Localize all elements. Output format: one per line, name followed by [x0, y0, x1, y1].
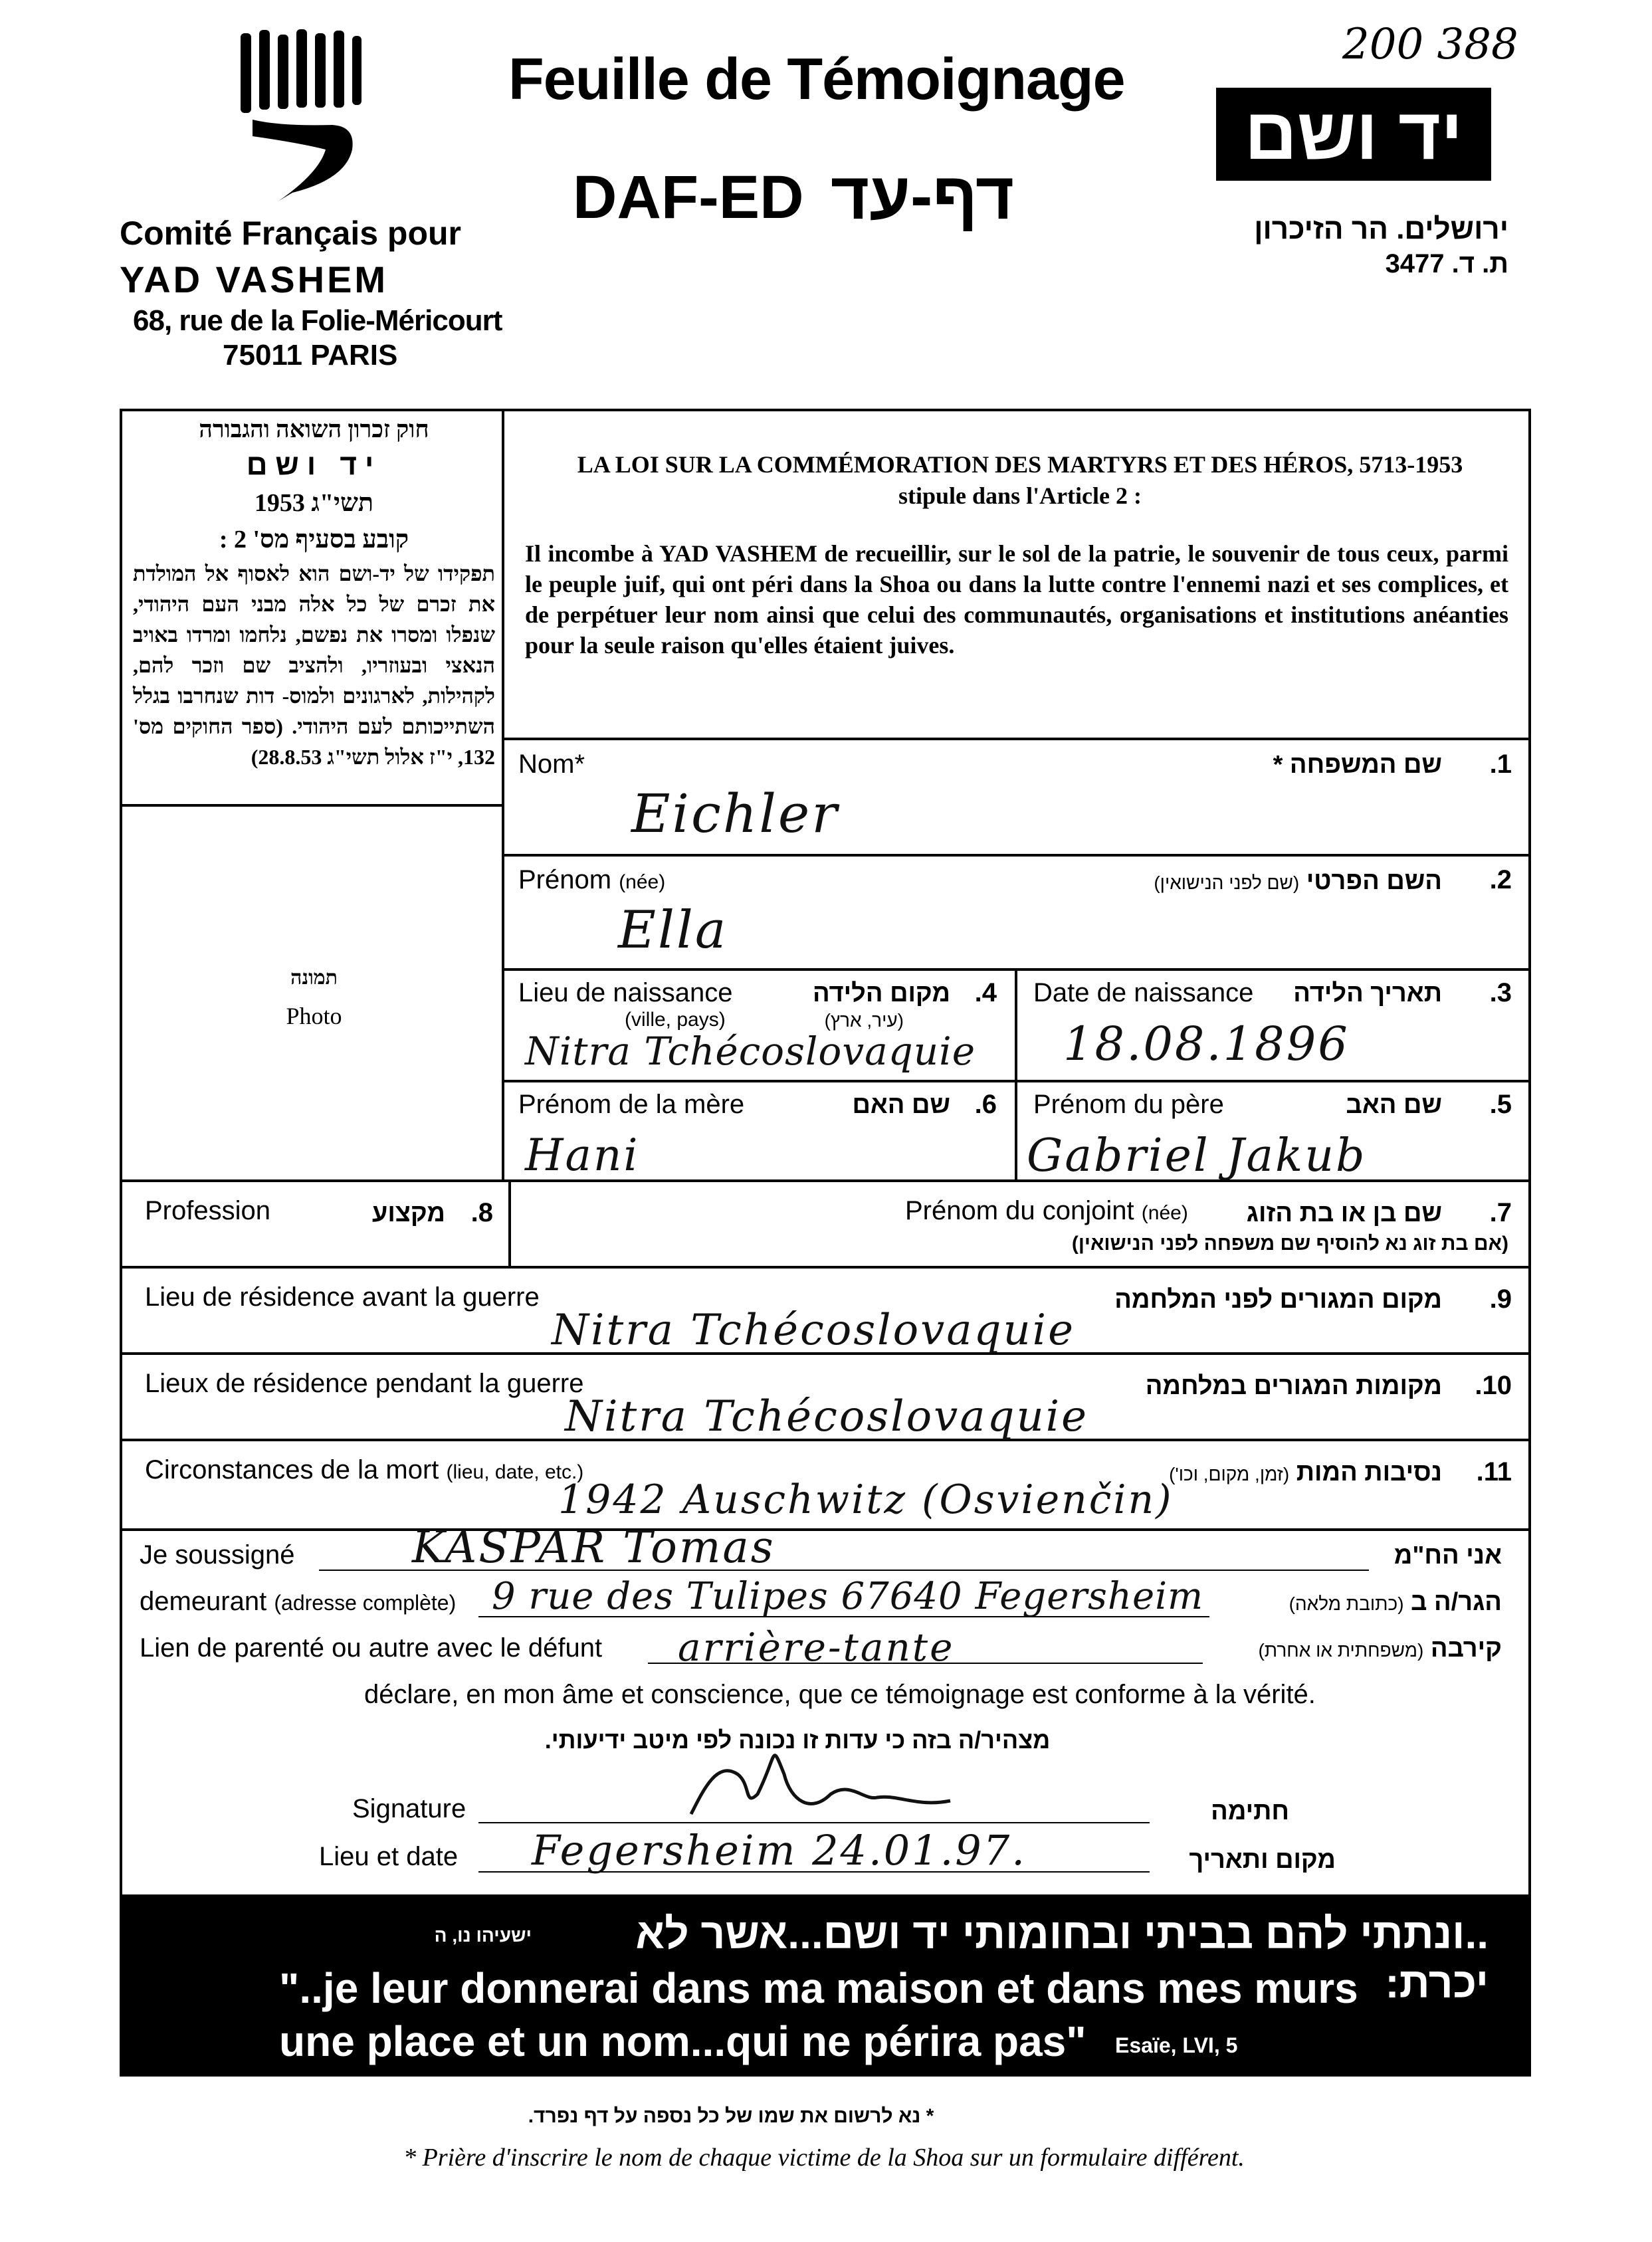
signature-label: Signature	[352, 1794, 466, 1823]
circonstances-declarant-divider	[120, 1528, 1531, 1531]
date-naissance-value[interactable]: 18.08.1896	[1063, 1017, 1350, 1071]
law-nom-divider	[502, 738, 1531, 740]
circonstances-label	[145, 1455, 583, 1485]
prenom-pere-hebrew: שם האב	[1346, 1091, 1442, 1119]
lieu-naissance-label: Lieu de naissance	[518, 978, 733, 1007]
conjoint-residence-divider	[120, 1266, 1531, 1269]
lien-value[interactable]: arrière-tante	[678, 1625, 955, 1670]
demeurant-hebrew	[1229, 1588, 1502, 1617]
conjoint-hebrew-sub: (אם בת זוג נא להוסיף שם משפחה לפני הנישואין)	[1071, 1233, 1508, 1255]
profession-conjoint-vertical	[508, 1179, 511, 1266]
law-french-body: Il incombe à YAD VASHEM de recueillir, sur le sol de la patrie, le souvenir de tous ceux, parmi le peuple juif, qui ont péri dans la Shoa ou dans la lutte contre l'ennemi nazi et ses complices, et de perpétuer leur nom ainsi que celui des communautés, organisations et institutions anéanties pour la seule raison qu'elles étaient juives.	[525, 540, 1508, 659]
declare-french: déclare, en mon âme et conscience, que ce témoignage est conforme à la vérité.	[364, 1680, 1316, 1709]
prenom-mere-value[interactable]: Hani	[525, 1130, 640, 1181]
nom-hebrew: שם המשפחה *	[1273, 751, 1442, 779]
law-photo-divider	[120, 804, 504, 807]
left-column-divider	[502, 409, 504, 1179]
circonstances-label-sub: (lieu, date, etc.)	[446, 1461, 584, 1483]
photo-label-hebrew: תמונה	[290, 967, 338, 989]
lieu-naissance-value[interactable]: Nitra Tchécoslovaquie	[525, 1029, 976, 1074]
footnote-hebrew: * נא לרשום את שמו של כל נספה על דף נפרד.	[528, 2105, 934, 2127]
committee-address: 68, rue de la Folie-Méricourt	[133, 304, 502, 337]
committee-city: 75011 PARIS	[223, 339, 398, 371]
prenom-label	[518, 865, 665, 895]
prenom-hebrew	[1030, 867, 1442, 896]
nom-prenom-divider	[502, 854, 1531, 857]
residence-avant-hebrew: מקום המגורים לפני המלחמה	[1114, 1286, 1442, 1314]
conjoint-hebrew: שם בן או בת הזוג	[1246, 1199, 1442, 1227]
law-hebrew-line1: חוק זכרון השואה והגבורה	[199, 416, 429, 443]
handwritten-document-number: 200 388	[1342, 20, 1518, 69]
lieu-naissance-hebrew-sub: (עיר, ארץ)	[824, 1010, 904, 1031]
signature-scribble[interactable]	[678, 1734, 957, 1834]
demeurant-hebrew-sub: (כתובת מלאה)	[1289, 1593, 1404, 1614]
demeurant-value[interactable]: 9 rue des Tulipes 67640 Fegersheim	[492, 1575, 1204, 1618]
prenom-hebrew-text: השם הפרטי	[1306, 867, 1442, 895]
date-naissance-hebrew: תאריך הלידה	[1293, 979, 1442, 1007]
law-hebrew-line2: יד ושם	[246, 449, 382, 481]
date-naissance-label: Date de naissance	[1033, 978, 1254, 1007]
prenom-hebrew-sub: (שם לפני הנישואין)	[1154, 872, 1300, 893]
lien-hebrew-text: קירבה	[1430, 1635, 1502, 1663]
lieu-date-label: Lieu et date	[319, 1842, 459, 1871]
lien-hebrew	[1209, 1635, 1502, 1663]
banner-french-line2: une place et un nom...qui ne périra pas"	[279, 2017, 1086, 2065]
banner-french-ref: Esaïe, LVI, 5	[1115, 2033, 1238, 2057]
form-subtitle-hebrew: דף-עד	[831, 159, 1015, 233]
law-hebrew-line4: קובע בסעיף מס' 2 :	[219, 526, 409, 554]
conjoint-label-sub: (née)	[1141, 1202, 1188, 1224]
banner-hebrew-quote: ..ונתתי להם בביתי ובחומותי יד ושם...אשר לא יכרת:	[635, 1910, 1489, 2007]
residence-avant-value[interactable]: Nitra Tchécoslovaquie	[552, 1306, 1075, 1355]
prenom-mere-label: Prénom de la mère	[518, 1090, 745, 1119]
nom-number: .1	[1489, 750, 1512, 779]
residence-pendant-hebrew: מקומות המגורים במלחמה	[1145, 1372, 1442, 1400]
yad-vashem-menorah-logo	[233, 27, 372, 206]
profession-number: .8	[470, 1198, 493, 1227]
circonstances-hebrew-sub: (זמן, מקום, וכו')	[1169, 1464, 1290, 1484]
residence-pendant-value[interactable]: Nitra Tchécoslovaquie	[565, 1392, 1088, 1441]
lieu-naissance-hebrew: מקום הלידה	[813, 979, 950, 1007]
prenom-pere-value[interactable]: Gabriel Jakub	[1027, 1130, 1367, 1182]
prenom-label-sub: (née)	[619, 871, 666, 893]
photo-label: Photo	[286, 1003, 342, 1029]
yad-vashem-logo-box	[1216, 88, 1491, 181]
residence-avant-number: .9	[1489, 1284, 1512, 1314]
footer-banner	[120, 1897, 1531, 2077]
prenom-pere-label: Prénom du père	[1033, 1090, 1224, 1119]
soussigne-value[interactable]: KASPAR Tomas	[412, 1522, 775, 1573]
circonstances-label-text: Circonstances de la mort	[145, 1455, 439, 1484]
law-hebrew-line3: תשי"ג 1953	[254, 489, 374, 517]
prenom-value[interactable]: Ella	[618, 900, 728, 960]
soussigne-label: Je soussigné	[140, 1540, 295, 1570]
demeurant-hebrew-text: הגר/ה ב	[1411, 1588, 1502, 1616]
nom-value[interactable]: Eichler	[631, 783, 839, 845]
law-french-title: LA LOI SUR LA COMMÉMORATION DES MARTYRS ET DES HÉROS, 5713-1953	[577, 451, 1463, 478]
footnote-french: * Prière d'inscrire le nom de chaque victime de la Shoa sur un formulaire différent.	[403, 2144, 1245, 2172]
committee-line1: Comité Français pour	[120, 215, 461, 252]
prenom-label-text: Prénom	[518, 865, 612, 894]
residence-pendant-label: Lieux de résidence pendant la guerre	[145, 1369, 584, 1398]
middle-vertical-divider	[1015, 968, 1017, 1179]
signature-hebrew: חתימה	[1211, 1797, 1289, 1825]
date-naissance-number: .3	[1489, 978, 1512, 1007]
demeurant-label-text: demeurant	[140, 1587, 267, 1616]
prenom-mere-number: .6	[974, 1090, 997, 1119]
lien-hebrew-sub: (משפחתית או אחרת)	[1258, 1640, 1424, 1661]
nom-label: Nom*	[518, 750, 585, 779]
circonstances-hebrew-text: נסיבות המות	[1296, 1459, 1442, 1486]
yad-vashem-logo-text: יד ושם	[1244, 93, 1463, 175]
form-subtitle-latin: DAF-ED	[573, 163, 804, 231]
profession-hebrew: מקצוע	[371, 1199, 445, 1227]
prenom-mere-hebrew: שם האם	[852, 1091, 950, 1119]
lien-label: Lien de parenté ou autre avec le défunt	[140, 1633, 603, 1663]
law-french-subtitle: stipule dans l'Article 2 :	[898, 482, 1142, 509]
lieu-date-hebrew: מקום ותאריך	[1189, 1846, 1336, 1874]
conjoint-label	[905, 1196, 1188, 1226]
demeurant-label-sub: (adresse complète)	[274, 1591, 457, 1615]
prenom-number: .2	[1489, 865, 1512, 894]
banner-french-line1: "..je leur donnerai dans ma maison et dans mes murs	[279, 1964, 1358, 2012]
jerusalem-address: ירושלים. הר הזיכרון	[1254, 213, 1508, 245]
circonstances-number: .11	[1476, 1457, 1512, 1486]
conjoint-label-text: Prénom du conjoint	[905, 1196, 1134, 1225]
law-hebrew-body: תפקידו של יד-ושם הוא לאסוף אל המולדת את זכרם של כל אלה מבני העם היהודי, שנפלו ומסרו את נפשם, נלחמו ומרדו באויב הנאצי ובעוזריו, ולהציב שם וזכר להם, לקהילות, לארגונים ולמוס- דות שנחרבו בגלל השתייכותם לעם היהודי. (ספר החוקים מס' 132, י"ז אלול תשי"ג 28.8.53)	[133, 561, 495, 769]
lieu-naissance-sub: (ville, pays)	[625, 1009, 726, 1031]
banner-hebrew-ref: ישעיהו נו, ה	[434, 1925, 532, 1946]
residence-avant-label: Lieu de résidence avant la guerre	[145, 1282, 540, 1312]
prenom-pere-number: .5	[1489, 1090, 1512, 1119]
conjoint-number: .7	[1489, 1198, 1512, 1227]
form-title: Feuille de Témoignage	[508, 46, 1125, 112]
lieu-date-value[interactable]: Fegersheim 24.01.97.	[532, 1826, 1027, 1875]
po-box: ת. ד. 3477	[1385, 249, 1508, 278]
profession-label: Profession	[145, 1196, 270, 1225]
declare-hebrew: מצהיר/ה בזה כי עדות זו נכונה לפי מיטב ידיעותי.	[544, 1726, 1051, 1754]
residence-pendant-number: .10	[1475, 1371, 1512, 1400]
lieu-naissance-number: .4	[974, 978, 997, 1007]
committee-line2: YAD VASHEM	[120, 258, 389, 300]
demeurant-label	[140, 1587, 456, 1617]
soussigne-hebrew: אני הח"מ	[1394, 1542, 1502, 1570]
circonstances-value[interactable]: 1942 Auschwitz (Osvienčin)	[558, 1477, 1174, 1523]
